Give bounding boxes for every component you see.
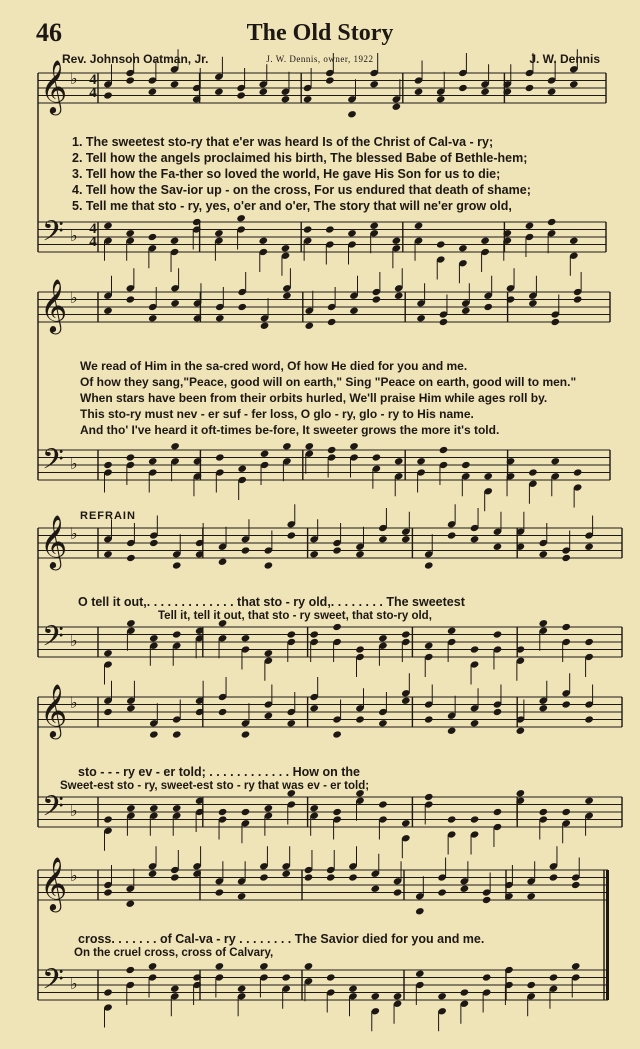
note-head — [348, 985, 358, 993]
note-head — [424, 642, 434, 650]
verse-block-2 — [80, 358, 576, 438]
treble-clef-icon: 𝄞 — [40, 514, 68, 568]
flat-icon: ♭ — [70, 803, 78, 820]
note-head — [414, 222, 424, 230]
note-head — [355, 550, 365, 558]
note-head — [437, 992, 447, 1000]
note-head — [461, 461, 471, 469]
verse-line: 5. Tell me that sto - ry, yes, o'er and o'er, The story that will ne'er grow old, — [72, 199, 512, 213]
note-head — [103, 888, 113, 896]
flat-icon: ♭ — [70, 456, 78, 473]
note-head — [303, 95, 313, 103]
note-head — [401, 819, 411, 827]
verse-block-1 — [72, 134, 531, 214]
note-head — [573, 468, 583, 476]
note-head — [401, 697, 411, 705]
note-head — [561, 808, 571, 816]
note-head — [378, 634, 388, 642]
note-head — [103, 708, 113, 716]
note-head — [547, 218, 557, 226]
note-head — [561, 700, 571, 708]
note-head — [259, 962, 269, 970]
note-head — [394, 457, 404, 465]
note-head — [483, 303, 493, 311]
note-head — [281, 95, 291, 103]
note-head — [415, 907, 425, 915]
note-head — [218, 558, 228, 566]
note-head — [103, 988, 113, 996]
note-head — [480, 88, 490, 96]
note-head — [349, 442, 359, 450]
note-head — [372, 295, 382, 303]
note-head — [424, 793, 434, 801]
note-head — [148, 457, 158, 465]
note-head — [439, 446, 449, 454]
time-signature-bottom: 4 — [89, 234, 97, 250]
note-head — [148, 870, 158, 878]
note-head — [416, 314, 426, 322]
verse-line: 3. Tell how the Fa-ther so loved the world, He gave His Son for us to die; — [72, 167, 501, 181]
note-head — [170, 80, 180, 88]
note-head — [241, 546, 251, 554]
note-head — [401, 535, 411, 543]
note-head — [149, 804, 159, 812]
flat-icon: ♭ — [70, 71, 78, 88]
note-head — [325, 76, 335, 84]
note-head — [304, 322, 314, 330]
note-head — [415, 970, 425, 978]
note-head — [436, 95, 446, 103]
flat-icon: ♭ — [70, 290, 78, 307]
note-head — [148, 314, 158, 322]
note-head — [281, 244, 291, 252]
hymn-title: The Old Story — [246, 20, 394, 46]
note-head — [493, 808, 503, 816]
note-head — [304, 873, 314, 881]
flat-icon: ♭ — [70, 228, 78, 245]
note-head — [304, 442, 314, 450]
note-head — [378, 800, 388, 808]
note-head — [573, 295, 583, 303]
note-head — [103, 550, 113, 558]
note-head — [281, 870, 291, 878]
treble-clef-icon: 𝄞 — [40, 856, 68, 910]
note-head — [370, 885, 380, 893]
note-head — [215, 962, 225, 970]
note-head — [378, 719, 388, 727]
note-head — [214, 88, 224, 96]
verse-line: When stars have been from their orbits hurled, We'll praise Him while ages roll by. — [80, 391, 548, 405]
note-head — [571, 962, 581, 970]
note-head — [355, 715, 365, 723]
note-head — [355, 645, 365, 653]
verse-line: This sto-ry must nev - er suf - fer loss, O glo - ry, glo - ry to His name. — [80, 407, 474, 421]
note-head — [126, 453, 136, 461]
note-head — [378, 535, 388, 543]
note-head — [304, 962, 314, 970]
time-signature-bottom: 4 — [89, 85, 97, 101]
refrain-lyric-3-upper: cross. . . . . . . of Cal-va - ry . . . . . . . . The Savior died for you and me. — [78, 932, 485, 946]
note-head — [236, 214, 246, 222]
note-head — [332, 808, 342, 816]
final-bar-thick — [606, 870, 609, 1000]
note-head — [493, 543, 503, 551]
note-head — [470, 815, 480, 823]
note-head — [258, 88, 268, 96]
note-head — [528, 299, 538, 307]
note-head — [126, 804, 136, 812]
refrain-lyric-1-upper: O tell it out,. . . . . . . . . . . . . that sto - ry old,. . . . . . . . The sweetest — [78, 595, 465, 609]
note-head — [584, 797, 594, 805]
note-head — [170, 985, 180, 993]
note-head — [393, 888, 403, 896]
note-head — [170, 299, 180, 307]
note-head — [493, 630, 503, 638]
note-head — [447, 727, 457, 735]
note-head — [347, 110, 357, 118]
note-head — [126, 554, 136, 562]
note-head — [103, 222, 113, 230]
note-head — [241, 808, 251, 816]
note-head — [126, 295, 136, 303]
note-head — [424, 561, 434, 569]
bass-clef-icon: 𝄢 — [42, 620, 64, 660]
note-head — [148, 88, 158, 96]
note-head — [372, 453, 382, 461]
note-head — [237, 892, 247, 900]
note-head — [172, 804, 182, 812]
note-head — [493, 708, 503, 716]
bass-clef-icon: 𝄢 — [42, 790, 64, 830]
note-head — [237, 465, 247, 473]
note-head — [172, 561, 182, 569]
note-head — [309, 704, 319, 712]
note-head — [538, 704, 548, 712]
refrain-lyric-1-lower: Tell it, tell it out, that sto - ry sweet, that sto-ry old, — [158, 610, 432, 622]
note-head — [392, 237, 402, 245]
note-head — [470, 645, 480, 653]
note-head — [260, 322, 270, 330]
bass-clef-icon: 𝄢 — [42, 215, 64, 255]
note-head — [172, 630, 182, 638]
note-head — [369, 80, 379, 88]
note-head — [218, 708, 228, 716]
note-head — [264, 561, 274, 569]
note-head — [348, 873, 358, 881]
note-head — [525, 84, 535, 92]
flat-icon: ♭ — [70, 868, 78, 885]
time-signature-top: 4 — [89, 72, 97, 88]
note-head — [125, 76, 135, 84]
verse-line: 2. Tell how the angels proclaimed his birth, The blessed Babe of Bethle-hem; — [72, 151, 528, 165]
note-head — [286, 630, 296, 638]
treble-clef-icon: 𝄞 — [40, 683, 68, 737]
note-head — [258, 237, 268, 245]
refrain-lyric-2-lower: Sweet-est sto - ry, sweet-est sto - ry that was ev - er told; — [60, 780, 370, 792]
verse-line: Of how they sang,"Peace, good will on earth," Sing "Peace on earth, good will to men." — [80, 375, 577, 389]
note-head — [264, 649, 274, 657]
author-credit: Rev. Johnson Oatman, Jr. — [62, 52, 209, 66]
note-head — [525, 222, 535, 230]
note-head — [103, 815, 113, 823]
note-head — [470, 719, 480, 727]
note-head — [538, 619, 548, 627]
flat-icon: ♭ — [70, 976, 78, 993]
note-head — [215, 453, 225, 461]
note-head — [549, 873, 559, 881]
note-head — [125, 900, 135, 908]
note-head — [125, 966, 135, 974]
note-head — [538, 808, 548, 816]
bass-clef-icon: 𝄢 — [42, 443, 64, 483]
note-head — [569, 80, 579, 88]
note-head — [286, 719, 296, 727]
note-head — [483, 472, 493, 480]
verse-line: And tho' I've heard it oft-times be-fore, It sweeter grows the more it's told. — [80, 423, 500, 437]
note-head — [416, 457, 426, 465]
note-head — [447, 627, 457, 635]
time-signature — [86, 74, 100, 100]
note-head — [480, 237, 490, 245]
note-head — [550, 318, 560, 326]
note-head — [259, 873, 269, 881]
note-head — [332, 623, 342, 631]
note-head — [461, 307, 471, 315]
note-head — [460, 988, 470, 996]
note-head — [571, 881, 581, 889]
note-head — [349, 307, 359, 315]
note-head — [547, 88, 557, 96]
note-head — [528, 468, 538, 476]
flat-icon: ♭ — [70, 633, 78, 650]
note-head — [401, 630, 411, 638]
note-head — [393, 992, 403, 1000]
flat-icon: ♭ — [70, 695, 78, 712]
note-head — [561, 554, 571, 562]
note-head — [103, 91, 113, 99]
note-head — [538, 550, 548, 558]
note-head — [424, 715, 434, 723]
note-head — [241, 634, 251, 642]
note-head — [237, 985, 247, 993]
verse-line: 1. The sweetest sto-ry that e'er was heard Is of the Christ of Cal-va - ry; — [72, 135, 494, 149]
note-head — [264, 804, 274, 812]
note-head — [172, 730, 182, 738]
note-head — [447, 531, 457, 539]
page-number: 46 — [36, 18, 62, 47]
note-head — [149, 539, 159, 547]
note-head — [332, 546, 342, 554]
time-signature-top: 4 — [89, 221, 97, 237]
note-head — [332, 730, 342, 738]
note-head — [526, 892, 536, 900]
note-head — [103, 307, 113, 315]
note-head — [436, 240, 446, 248]
note-head — [326, 973, 336, 981]
note-head — [584, 543, 594, 551]
note-head — [394, 292, 404, 300]
note-head — [286, 531, 296, 539]
verse-line: We read of Him in the sa-cred word, Of how He died for you and me. — [80, 359, 468, 373]
note-head — [282, 442, 292, 450]
owner-credit: J. W. Dennis, owner, 1922 — [266, 54, 374, 64]
note-head — [584, 715, 594, 723]
note-head — [260, 450, 270, 458]
note-head — [458, 84, 468, 92]
note-head — [470, 535, 480, 543]
note-head — [125, 229, 135, 237]
note-head — [561, 623, 571, 631]
note-head — [236, 91, 246, 99]
note-head — [482, 973, 492, 981]
note-head — [215, 888, 225, 896]
note-head — [149, 730, 159, 738]
note-head — [327, 318, 337, 326]
note-head — [148, 233, 158, 241]
note-head — [215, 314, 225, 322]
note-head — [482, 896, 492, 904]
note-head — [214, 229, 224, 237]
note-head — [347, 229, 357, 237]
note-head — [282, 292, 292, 300]
note-head — [369, 222, 379, 230]
note-head — [126, 704, 136, 712]
note-head — [447, 815, 457, 823]
note-head — [149, 634, 159, 642]
flat-icon: ♭ — [70, 526, 78, 543]
note-head — [148, 962, 158, 970]
note-head — [526, 981, 536, 989]
composer-credit: J. W. Dennis — [529, 52, 600, 66]
note-head — [569, 237, 579, 245]
treble-clef-icon: 𝄞 — [40, 59, 68, 113]
refrain-label: REFRAIN — [80, 510, 136, 522]
note-head — [516, 789, 526, 797]
note-head — [370, 992, 380, 1000]
note-head — [458, 244, 468, 252]
note-head — [241, 730, 251, 738]
refrain-lyric-3-lower: On the cruel cross, cross of Calvary, — [74, 947, 274, 959]
note-head — [584, 638, 594, 646]
time-signature — [86, 223, 100, 249]
note-head — [103, 461, 113, 469]
note-head — [460, 885, 470, 893]
note-head — [126, 619, 136, 627]
treble-clef-icon: 𝄞 — [40, 278, 68, 332]
note-head — [392, 103, 402, 111]
note-head — [309, 804, 319, 812]
note-head — [103, 649, 113, 657]
note-head — [281, 973, 291, 981]
note-head — [170, 442, 180, 450]
note-head — [309, 630, 319, 638]
note-head — [439, 318, 449, 326]
note-head — [437, 888, 447, 896]
note-head — [414, 88, 424, 96]
verse-line: 4. Tell how the Sav-ior up - on the cross, For us endured that death of shame; — [72, 183, 531, 197]
note-head — [218, 808, 228, 816]
refrain-lyric-2-upper: sto - - - ry ev - er told; . . . . . . . . . . . . How on the — [78, 765, 360, 779]
note-head — [325, 225, 335, 233]
note-head — [309, 550, 319, 558]
note-head — [264, 712, 274, 720]
note-head — [326, 873, 336, 881]
note-head — [303, 225, 313, 233]
note-head — [170, 873, 180, 881]
note-head — [237, 303, 247, 311]
bass-clef-icon: 𝄢 — [42, 963, 64, 1003]
note-head — [170, 237, 180, 245]
note-head — [327, 446, 337, 454]
note-head — [516, 727, 526, 735]
note-head — [549, 973, 559, 981]
note-head — [550, 457, 560, 465]
